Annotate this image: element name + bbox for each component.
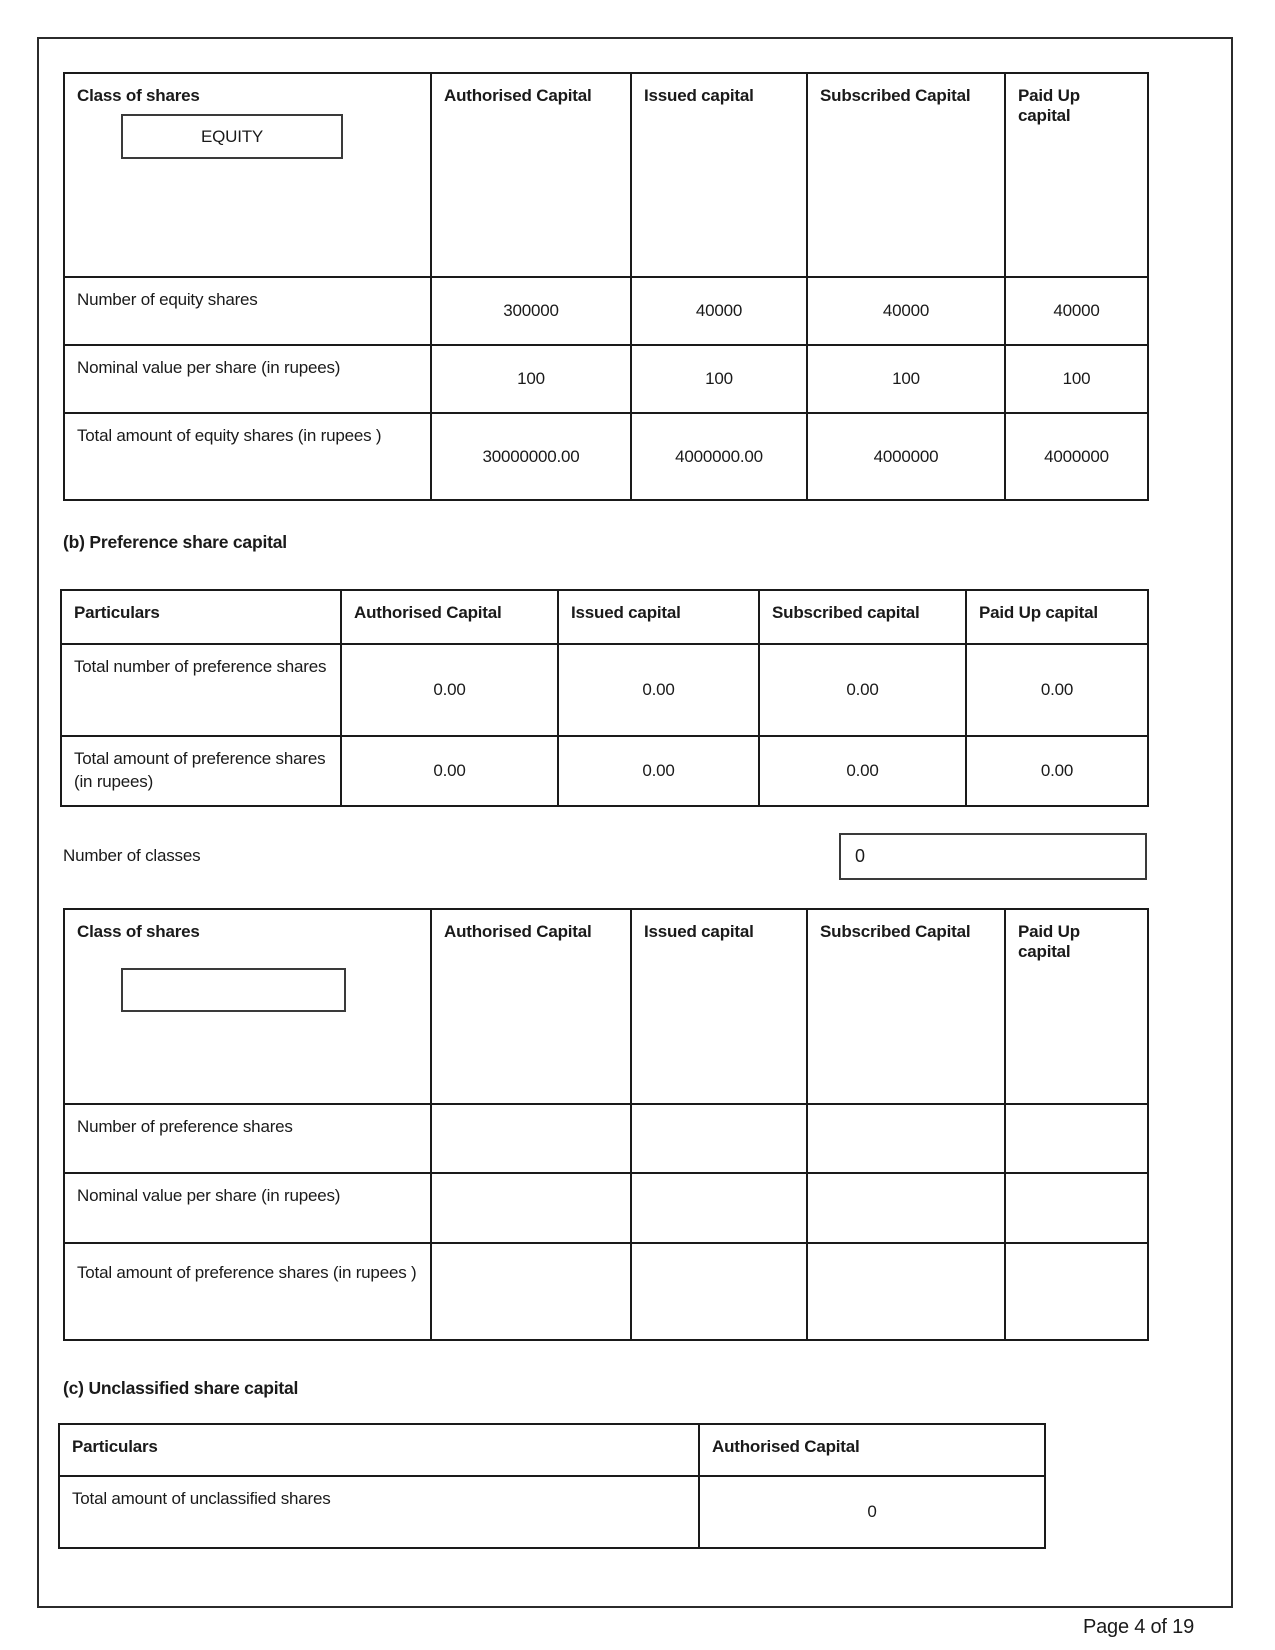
row-label: Nominal value per share (in rupees) <box>65 1174 432 1244</box>
cell-value: 0.00 <box>1040 761 1074 780</box>
column-header-authorised-capital: Authorised Capital <box>432 74 632 278</box>
row-label: Number of equity shares <box>65 278 432 346</box>
unclassified-table <box>58 1423 1046 1549</box>
cell-value <box>632 1174 808 1244</box>
cell-value: 0.00 <box>760 645 967 737</box>
cell-value: 0.00 <box>342 737 559 805</box>
cell-value: 40000 <box>632 278 808 346</box>
class-of-shares-header-cell <box>65 910 432 1105</box>
number-of-classes-value: 0 <box>855 846 866 866</box>
cell-value <box>1006 1105 1147 1174</box>
column-header-authorised-capital: Authorised Capital <box>432 910 632 1105</box>
cell-value: 0.00 <box>342 645 559 737</box>
equity-class-field[interactable] <box>121 114 343 159</box>
cell-value: 0 <box>867 1502 877 1521</box>
cell-value <box>632 1244 808 1339</box>
cell-value: 100 <box>432 346 632 414</box>
cell-value: 0.00 <box>559 737 760 805</box>
row-label: Number of preference shares <box>65 1105 432 1174</box>
cell-value: 0.00 <box>559 645 760 737</box>
preference-class-field[interactable] <box>121 968 346 1012</box>
cell-value: 100 <box>1006 346 1147 414</box>
page-number: Page 4 of 19 <box>1082 1616 1194 1638</box>
row-label: Nominal value per share (in rupees) <box>65 346 432 414</box>
column-header-paid-up-capital: Paid Up capital <box>1006 74 1147 278</box>
number-of-classes-field[interactable] <box>839 833 1147 880</box>
cell-value: 4000000 <box>1044 446 1109 466</box>
column-header-authorised-capital: Authorised Capital <box>700 1425 1044 1477</box>
preference-class-table <box>63 908 1149 1341</box>
cell-value: 100 <box>808 346 1006 414</box>
cell-value <box>1006 1244 1147 1339</box>
column-header-authorised-capital: Authorised Capital <box>342 591 559 645</box>
unclassified-share-capital-heading: (c) Unclassified share capital <box>63 1378 299 1398</box>
row-label: Total number of preference shares <box>62 645 342 737</box>
cell-value: 4000000 <box>808 414 1006 499</box>
row-label: Total amount of equity shares (in rupees ) <box>65 414 432 499</box>
row-label: Total amount of preference shares (in rupees ) <box>65 1244 432 1339</box>
cell-value <box>432 1244 632 1339</box>
cell-value: 300000 <box>432 278 632 346</box>
cell-value: 30000000.00 <box>432 414 632 499</box>
column-header-particulars: Particulars <box>60 1425 700 1477</box>
column-header-issued-capital: Issued capital <box>559 591 760 645</box>
number-of-classes-label: Number of classes <box>63 846 201 865</box>
cell-value <box>808 1105 1006 1174</box>
column-header-issued-capital: Issued capital <box>632 74 808 278</box>
cell-value: 4000000.00 <box>632 414 808 499</box>
cell-value <box>432 1174 632 1244</box>
cell-value: 40000 <box>808 278 1006 346</box>
row-label: Total amount of unclassified shares <box>60 1477 700 1547</box>
cell-value <box>432 1105 632 1174</box>
cell-value <box>808 1174 1006 1244</box>
equity-class-value: EQUITY <box>200 126 264 146</box>
column-header-paid-up-capital: Paid Up capital <box>967 591 1147 645</box>
preference-share-capital-heading: (b) Preference share capital <box>63 532 287 552</box>
class-of-shares-label: Class of shares <box>77 922 200 941</box>
preference-summary-table <box>60 589 1149 807</box>
cell-value <box>1006 1174 1147 1244</box>
cell-value <box>808 1244 1006 1339</box>
class-of-shares-header-cell <box>65 74 432 278</box>
cell-value <box>632 1105 808 1174</box>
column-header-subscribed-capital: Subscribed Capital <box>808 910 1006 1105</box>
column-header-issued-capital: Issued capital <box>632 910 808 1105</box>
cell-value: 0.00 <box>760 737 967 805</box>
cell-value: 0.00 <box>967 645 1147 737</box>
column-header-subscribed-capital: Subscribed Capital <box>808 74 1006 278</box>
cell-value: 40000 <box>1006 278 1147 346</box>
class-of-shares-label: Class of shares <box>77 86 200 105</box>
column-header-paid-up-capital: Paid Up capital <box>1006 910 1147 1105</box>
column-header-particulars: Particulars <box>62 591 342 645</box>
equity-share-capital-table <box>63 72 1149 501</box>
column-header-subscribed-capital: Subscribed capital <box>760 591 967 645</box>
row-label: Total amount of preference shares (in rupees) <box>62 737 342 805</box>
cell-value: 100 <box>632 346 808 414</box>
